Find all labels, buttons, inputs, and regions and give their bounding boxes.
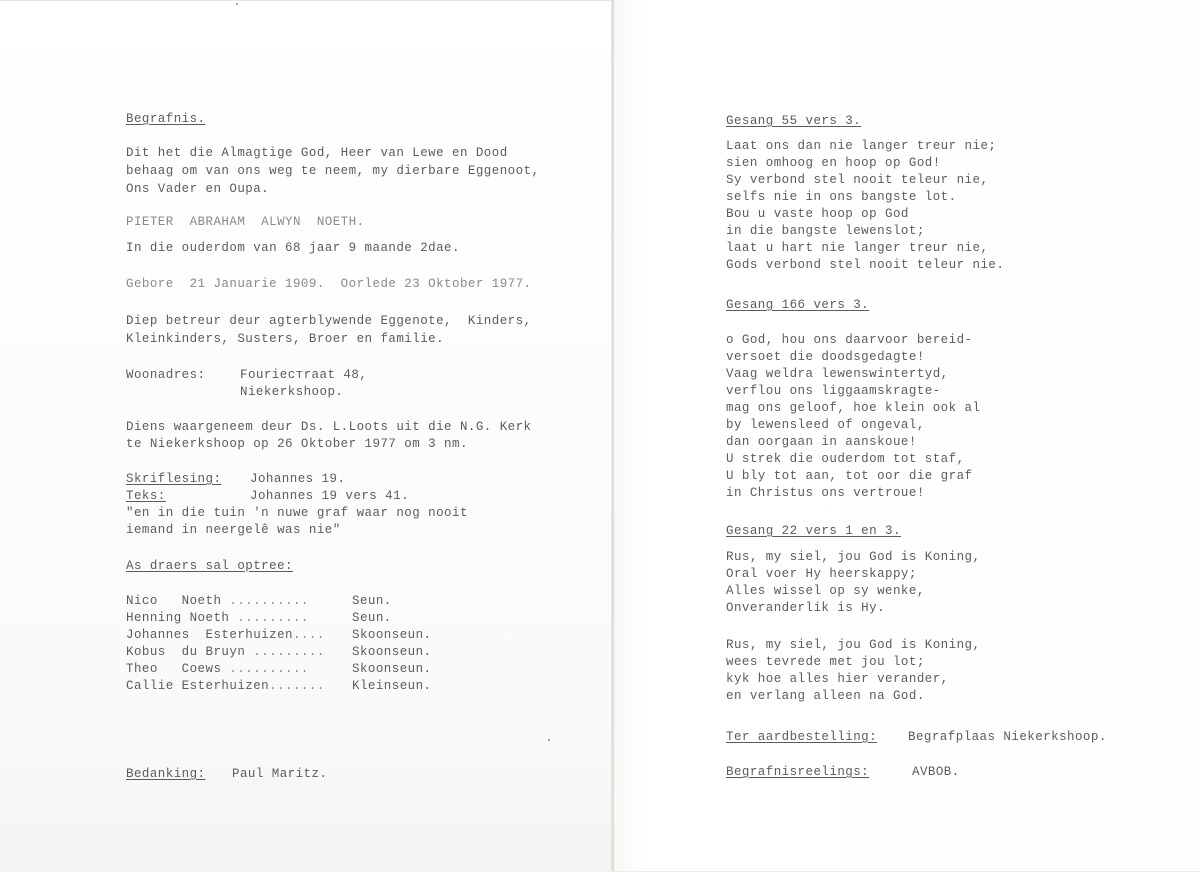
bearer-relation: Skoonseun. <box>352 662 432 676</box>
funeral-heading: Begrafnis. <box>126 112 206 126</box>
address-label: Woonadres: <box>126 368 206 382</box>
hymn-line: Rus, my siel, jou God is Koning, <box>726 638 981 652</box>
hymn-title: Gesang 55 vers 3. <box>726 114 862 128</box>
leader-dots: ....... <box>269 679 325 693</box>
bearer-row <box>126 661 309 678</box>
hymn-line: Alles wissel op sy wenke, <box>726 584 925 598</box>
scripture-reading-label: Skriflesing: <box>126 472 222 486</box>
hymn-line: mag ons geloof, hoe klein ook al <box>726 401 981 415</box>
bearer-relation: Skoonseun. <box>352 645 432 659</box>
address-line: Fourieстraat 48, <box>240 368 368 382</box>
hymn-line: Laat ons dan nie langer treur nie; <box>726 139 997 153</box>
hymn-line: U strek die ouderdom tot staf, <box>726 452 965 466</box>
hymn-line: sien omhoog en hoop op God! <box>726 156 941 170</box>
address-line: Niekerkshoop. <box>240 385 344 399</box>
bearer-relation: Skoonseun. <box>352 628 432 642</box>
program-right-page <box>614 0 1200 871</box>
hymn-line: Rus, my siel, jou God is Koning, <box>726 550 981 564</box>
hymn-line: by lewensleed of ongeval, <box>726 418 925 432</box>
paper-speck <box>548 739 550 741</box>
bearer-name: Theo Coews <box>126 662 222 676</box>
hymn-line: o God, hou ons daarvoor bereid- <box>726 333 973 347</box>
hymn-line: in Christus ons vertroue! <box>726 486 925 500</box>
hymn-line: selfs nie in ons bangste lot. <box>726 190 957 204</box>
undertaker-label: Begrafnisreelings: <box>726 765 870 779</box>
announcement-line: Ons Vader en Oupa. <box>126 182 270 196</box>
bearer-row <box>126 644 325 661</box>
hymn-title: Gesang 166 vers 3. <box>726 298 870 312</box>
hymn-line: dan oorgaan in aanskoue! <box>726 435 917 449</box>
hymn-title: Gesang 22 vers 1 en 3. <box>726 524 901 538</box>
bearer-name: Henning Noeth <box>126 611 230 625</box>
age-line: In die ouderdom van 68 jaar 9 maande 2dae. <box>126 241 460 255</box>
paper-speck <box>236 3 238 5</box>
birth-death-dates: Gebore 21 Januarie 1909. Oorlede 23 Oktober 1977. <box>126 277 532 291</box>
leader-dots: ......... <box>229 611 309 625</box>
bearer-relation: Seun. <box>352 594 392 608</box>
hymn-line: Gods verbond stel nooit teleur nie. <box>726 258 1005 272</box>
bearer-row <box>126 678 325 695</box>
thanks-value: Paul Maritz. <box>232 767 328 781</box>
bearer-name: Callie Esterhuizen <box>126 679 270 693</box>
service-line: Diens waargeneem deur Ds. L.Loots uit die N.G. Kerk <box>126 420 532 434</box>
hymn-line: Bou u vaste hoop op God <box>726 207 909 221</box>
burial-label: Ter aardbestelling: <box>726 730 878 744</box>
bearer-name: Johannes Esterhuizen <box>126 628 293 642</box>
bearer-row <box>126 610 309 627</box>
leader-dots: .......... <box>221 662 309 676</box>
hymn-line: U bly tot aan, tot oor die graf <box>726 469 973 483</box>
bearer-relation: Seun. <box>352 611 392 625</box>
hymn-line: Vaag weldra lewenswintertyd, <box>726 367 949 381</box>
hymn-line: verflou ons liggaamskragte- <box>726 384 941 398</box>
hymn-line: laat u hart nie langer treur nie, <box>726 241 989 255</box>
hymn-line: wees tevrede met jou lot; <box>726 655 925 669</box>
quote-line: "en in die tuin 'n nuwe graf waar nog nooit <box>126 506 468 520</box>
announcement-line: behaag om van ons weg te neem, my dierbare Eggenoot, <box>126 164 540 178</box>
bearer-name: Kobus du Bruyn <box>126 645 246 659</box>
hymn-line: in die bangste lewenslot; <box>726 224 925 238</box>
bearers-heading: As draers sal optree: <box>126 559 293 573</box>
hymn-line: en verlang alleen na God. <box>726 689 925 703</box>
leader-dots: ......... <box>245 645 325 659</box>
hymn-line: Sy verbond stel nooit teleur nie, <box>726 173 989 187</box>
hymn-line: versoet die doodsgedagte! <box>726 350 925 364</box>
leader-dots: .......... <box>221 594 309 608</box>
scripture-reading-value: Johannes 19. <box>250 472 346 486</box>
bearer-relation: Kleinseun. <box>352 679 432 693</box>
burial-value: Begrafplaas Niekerkshoop. <box>908 730 1107 744</box>
bearer-name: Nico Noeth <box>126 594 222 608</box>
deceased-name: PIETER ABRAHAM ALWYN NOETH. <box>126 215 365 229</box>
quote-line: iemand in neergelê was nie" <box>126 523 341 537</box>
hymn-line: Oral voer Hy heerskappy; <box>726 567 917 581</box>
sermon-text-value: Johannes 19 vers 41. <box>250 489 410 503</box>
leader-dots: .... <box>292 628 325 642</box>
service-line: te Niekerkshoop op 26 Oktober 1977 om 3 nm. <box>126 437 468 451</box>
thanks-label: Bedanking: <box>126 767 206 781</box>
announcement-line: Dit het die Almagtige God, Heer van Lewe en Dood <box>126 146 508 160</box>
hymn-line: kyk hoe alles hier verander, <box>726 672 949 686</box>
sermon-text-label: Teks: <box>126 489 166 503</box>
undertaker-value: AVBOB. <box>912 765 960 779</box>
mourners-line: Kleinkinders, Susters, Broer en familie. <box>126 332 445 346</box>
mourners-line: Diep betreur deur agterblywende Eggenote, Kinders, <box>126 314 532 328</box>
bearer-row <box>126 627 325 644</box>
bearer-row <box>126 593 309 610</box>
hymn-line: Onveranderlik is Hy. <box>726 601 886 615</box>
